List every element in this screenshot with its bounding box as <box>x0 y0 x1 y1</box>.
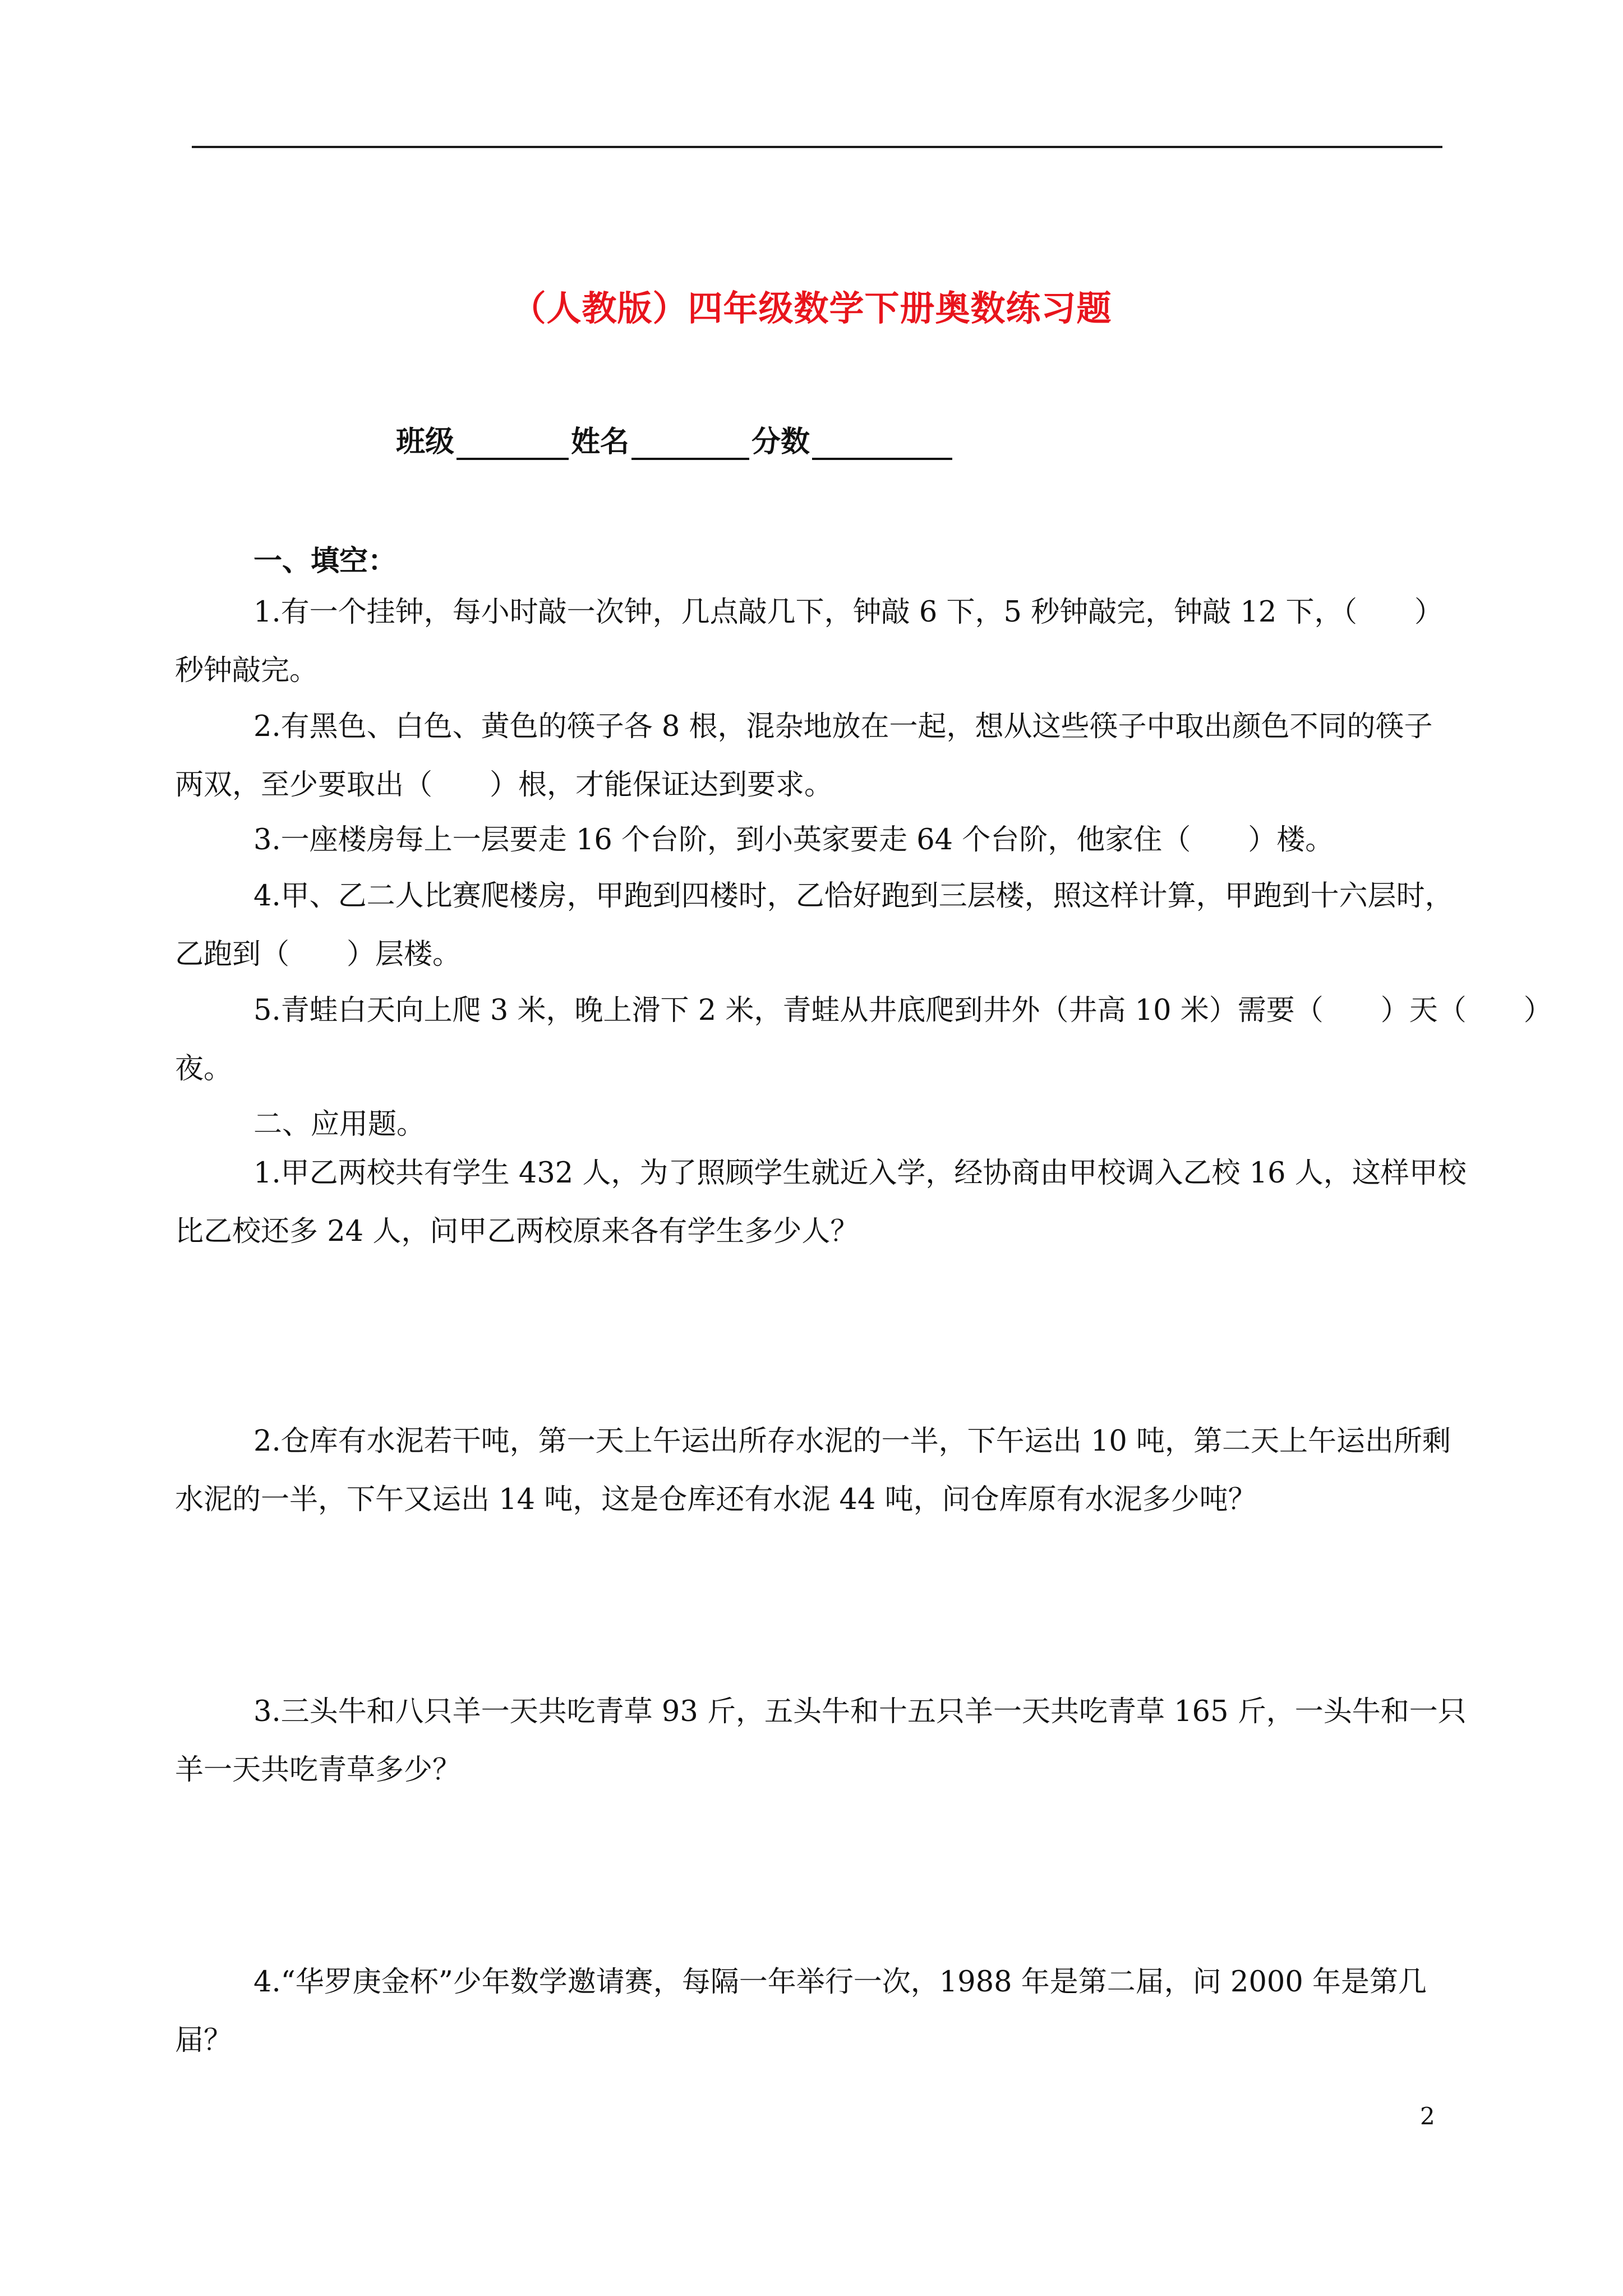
fill-in-question-3: 3.一座楼房每上一层要走 16 个台阶，到小英家要走 64 个台阶，他家住（ ）楼。 <box>253 823 1334 857</box>
fill-in-question-2: 2.有黑色、白色、黄色的筷子各 8 根，混杂地放在一起，想从这些筷子中取出颜色不同的筷子 两双，至少要取出（ ）根，才能保证达到要求。 <box>175 710 1433 802</box>
class-label: 班级 <box>396 425 455 459</box>
student-info-line <box>396 426 955 460</box>
section-heading-fill-in: 一、填空： <box>253 544 397 578</box>
class-blank <box>457 432 569 460</box>
word-problem-3: 3.三头牛和八只羊一天共吃青草 93 斤，五头牛和十五只羊一天共吃青草 165 斤，一头牛和一只 羊一天共吃青草多少？ <box>175 1695 1467 1787</box>
section-heading-word-problems: 二、应用题。 <box>253 1108 426 1141</box>
fill-in-question-4: 4.甲、乙二人比赛爬楼房，甲跑到四楼时，乙恰好跑到三层楼，照这样计算，甲跑到十六层时， 乙跑到（ ）层楼。 <box>175 880 1454 971</box>
header-rule <box>192 146 1442 148</box>
fill-in-question-1: 1.有一个挂钟，每小时敲一次钟，几点敲几下，钟敲 6 下，5 秒钟敲完，钟敲 12 下，（ ） 秒钟敲完。 <box>175 596 1444 687</box>
page-number: 2 <box>1420 2102 1435 2130</box>
name-label: 姓名 <box>571 425 630 459</box>
page-title: （人教版）四年级数学下册奥数练习题 <box>511 288 1112 329</box>
score-label: 分数 <box>751 425 810 459</box>
word-problem-4: 4.“华罗庚金杯”少年数学邀请赛，每隔一年举行一次，1988 年是第二届，问 2000 年是第几 届？ <box>175 1966 1427 2057</box>
word-problem-2: 2.仓库有水泥若干吨，第一天上午运出所存水泥的一半，下午运出 10 吨，第二天上午运出所剩 水泥的一半，下午又运出 14 吨，这是仓库还有水泥 44 吨，问仓库原有水泥多少吨？ <box>175 1425 1451 1516</box>
score-blank <box>812 432 952 460</box>
word-problem-1: 1.甲乙两校共有学生 432 人，为了照顾学生就近入学，经协商由甲校调入乙校 16 人，这样甲校 比乙校还多 24 人，问甲乙两校原来各有学生多少人？ <box>175 1157 1467 1248</box>
name-blank <box>631 432 749 460</box>
fill-in-question-5: 5.青蛙白天向上爬 3 米，晚上滑下 2 米，青蛙从井底爬到井外（井高 10 米）需要（ ）天（ ） 夜。 <box>175 994 1552 1085</box>
